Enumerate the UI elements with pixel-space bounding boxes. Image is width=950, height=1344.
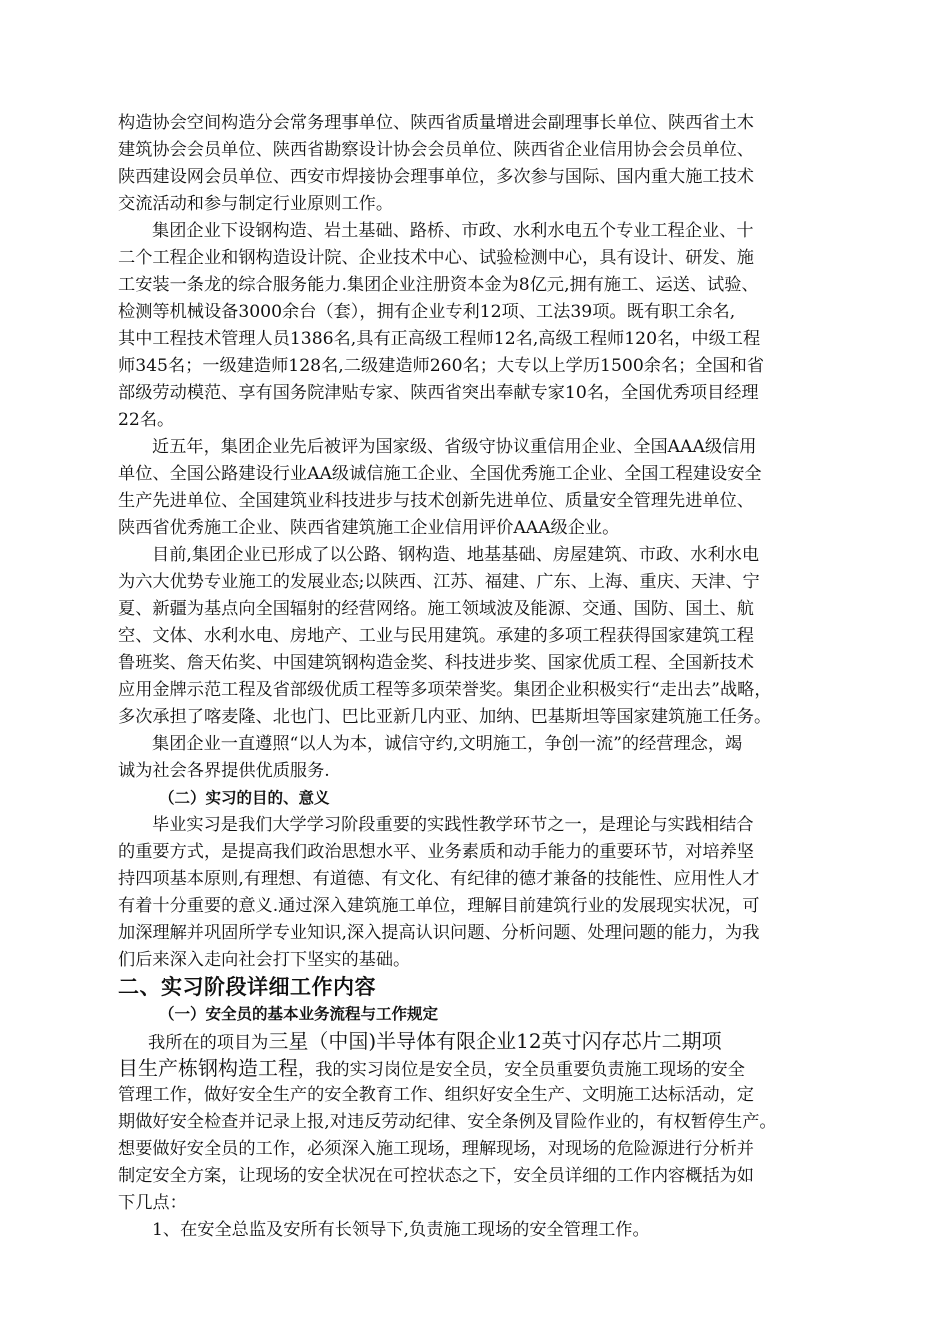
text-line: 工安装一条龙的综合服务能力.集团企业注册资本金为8亿元,拥有施工、运送、试验、 [118, 275, 759, 295]
paragraph-philosophy [118, 731, 838, 785]
section-heading-purpose: （二）实习的目的、意义 [159, 789, 330, 807]
text-line: 生产先进单位、全国建筑业科技进步与技术创新先进单位、质量安全管理先进单位、 [118, 491, 754, 511]
list-item: 1、在安全总监及安所有长领导下,负责施工现场的安全管理工作。 [152, 1220, 650, 1240]
section-heading-safety: （一）安全员的基本业务流程与工作规定 [159, 1005, 439, 1023]
text-line: 下几点： [118, 1193, 187, 1213]
text-line: 空、文体、水利水电、房地产、工业与民用建筑。承建的多项工程获得国家建筑工程 [118, 626, 754, 646]
paragraph-purpose [118, 812, 838, 974]
text-line: 22名。 [118, 410, 175, 430]
text-line: 想要做好安全员的工作，必须深入施工现场，理解现场，对现场的危险源进行分析并 [118, 1139, 754, 1159]
text-line: 近五年，集团企业先后被评为国家级、省级守协议重信用企业、全国AAA级信用 [152, 437, 757, 457]
text-line: 鲁班奖、詹天佑奖、中国建筑钢构造金奖、科技进步奖、国家优质工程、全国新技术 [118, 653, 754, 673]
text-line: 诚为社会各界提供优质服务. [118, 761, 330, 781]
text-span: 我所在的项目为 [148, 1033, 269, 1053]
text-line: 陕西建设网会员单位、西安市焊接协会理事单位，多次参与国际、国内重大施工技术 [118, 167, 754, 187]
text-line: 单位、全国公路建设行业AA级诚信施工企业、全国优秀施工企业、全国工程建设安全 [118, 464, 762, 484]
paragraph-structure [118, 218, 838, 434]
text-line: 交流活动和参与制定行业原则工作。 [118, 194, 394, 214]
text-line [118, 1055, 838, 1082]
chapter-heading: 二、实习阶段详细工作内容 [118, 975, 376, 999]
paragraph-business [118, 542, 838, 731]
text-line: 持四项基本原则,有理想、有道德、有文化、有纪律的德才兼备的技能性、应用性人才 [118, 869, 760, 889]
text-line: 集团企业下设钢构造、岩土基础、路桥、市政、水利水电五个专业工程企业、十 [152, 221, 754, 241]
text-line: 多次承担了喀麦隆、北也门、巴比亚新几内亚、加纳、巴基斯坦等国家建筑施工任务。 [118, 707, 772, 727]
paragraph-internship [118, 1028, 838, 1217]
paragraph-honors [118, 434, 838, 542]
text-line: 毕业实习是我们大学学习阶段重要的实践性教学环节之一，是理论与实践相结合 [152, 815, 754, 835]
text-line: 应用金牌示范工程及省部级优质工程等多项荣誉奖。集团企业积极实行“走出去”战略， [118, 680, 772, 700]
text-line: 其中工程技术管理人员1386名,具有正高级工程师12名,高级工程师120名，中级工程 [118, 329, 761, 349]
text-line: 检测等机械设备3000余台（套），拥有企业专利12项、工法39项。既有职工余名, [118, 302, 736, 322]
text-line: 陕西省优秀施工企业、陕西省建筑施工企业信用评价AAA级企业。 [118, 518, 620, 538]
text-span: ，我的实习岗位是安全员，安全员重要负责施工现场的安全 [298, 1060, 745, 1080]
text-line: 有着十分重要的意义.通过深入建筑施工单位，理解目前建筑行业的发展现实状况，可 [118, 896, 760, 916]
text-line: 目前,集团企业已形成了以公路、钢构造、地基基础、房屋建筑、市政、水利水电 [152, 545, 760, 565]
text-line: 夏、新疆为基点向全国辐射的经营网络。施工领域波及能源、交通、国防、国土、航 [118, 599, 754, 619]
text-line: 制定安全方案，让现场的安全状况在可控状态之下，安全员详细的工作内容概括为如 [118, 1166, 754, 1186]
text-line: 师345名；一级建造师128名,二级建造师260名；大专以上学历1500余名；全国和省 [118, 356, 765, 376]
project-name: 三星（中国)半导体有限企业12英寸闪存芯片二期项 [268, 1029, 722, 1053]
text-line: 构造协会空间构造分会常务理事单位、陕西省质量增进会副理事长单位、陕西省土木 [118, 113, 754, 133]
document-body [118, 110, 838, 1244]
text-line: 期做好安全检查并记录上报,对违反劳动纪律、安全条例及冒险作业的，有权暂停生产。 [118, 1112, 777, 1132]
text-line: 们后来深入走向社会打下坚实的基础。 [118, 950, 411, 970]
paragraph-membership [118, 110, 838, 218]
text-line: 加深理解并巩固所学专业知识,深入提高认识问题、分析问题、处理问题的能力，为我 [118, 923, 760, 943]
text-line [118, 1028, 838, 1055]
text-line: 的重要方式，是提高我们政治思想水平、业务素质和动手能力的重要环节，对培养坚 [118, 842, 754, 862]
text-line: 二个工程企业和钢构造设计院、企业技术中心、试验检测中心，具有设计、研发、施 [118, 248, 754, 268]
text-line: 管理工作，做好安全生产的安全教育工作、组织好安全生产、文明施工达标活动，定 [118, 1085, 754, 1105]
text-line: 建筑协会会员单位、陕西省勘察设计协会会员单位、陕西省企业信用协会会员单位、 [118, 140, 754, 160]
text-line: 集团企业一直遵照“以人为本，诚信守约,文明施工，争创一流”的经营理念，竭 [152, 734, 743, 754]
text-line: 部级劳动模范、享有国务院津贴专家、陕西省突出奉献专家10名，全国优秀项目经理 [118, 383, 759, 403]
project-name: 目生产栋钢构造工程 [118, 1056, 298, 1080]
text-line: 为六大优势专业施工的发展业态;以陕西、江苏、福建、广东、上海、重庆、天津、宁 [118, 572, 760, 592]
